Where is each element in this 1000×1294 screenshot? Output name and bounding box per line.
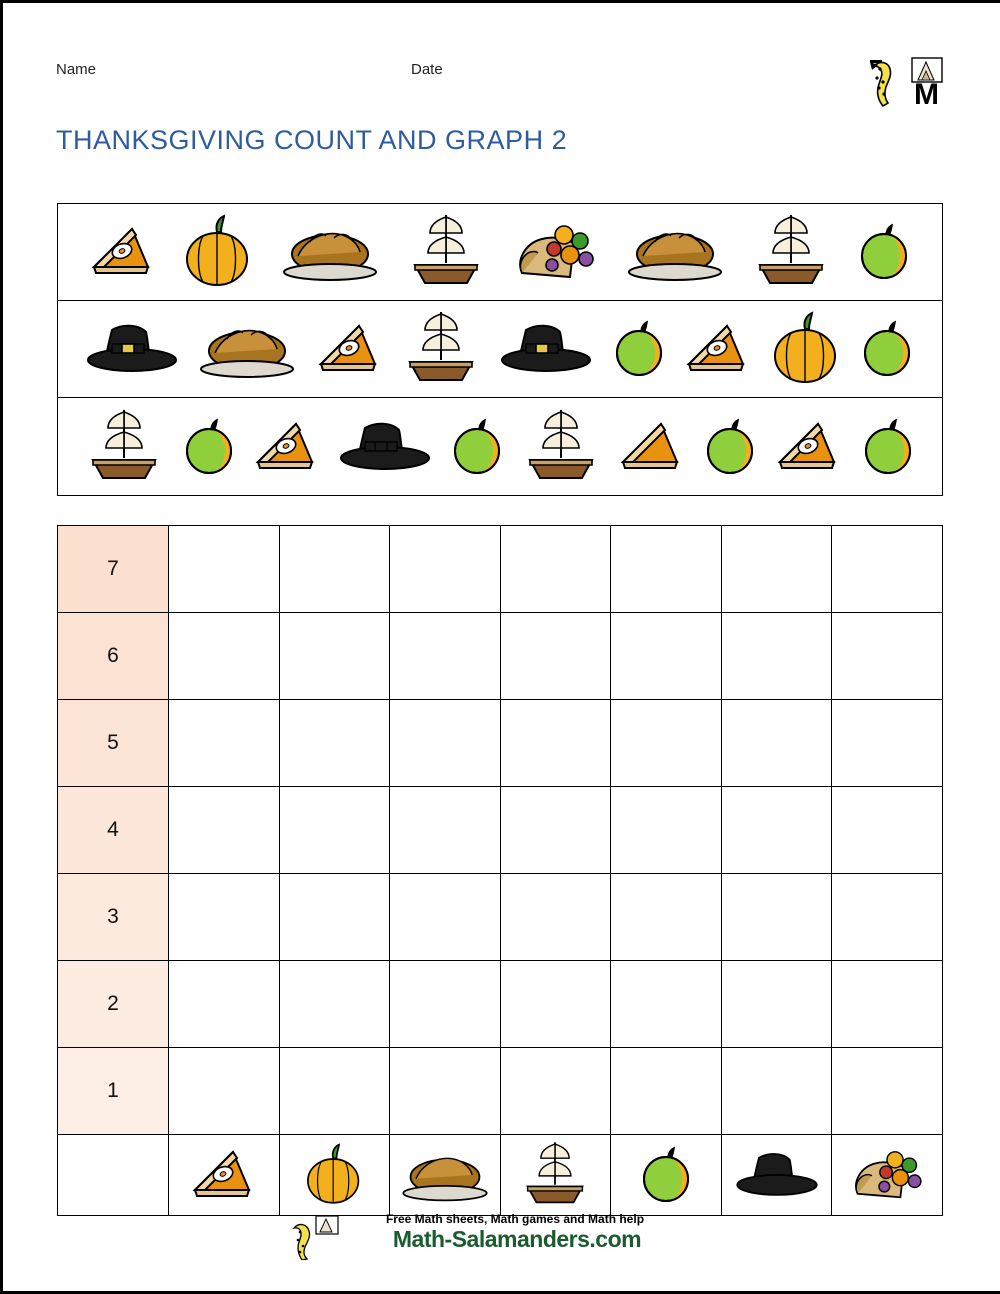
grid-cell[interactable] [832,1048,943,1135]
table-row [58,874,943,961]
pumpkin-icon [179,214,257,290]
grid-cell[interactable] [721,1048,832,1135]
apple-icon [446,417,508,477]
grid-cell[interactable] [390,526,501,613]
grid-cell[interactable] [500,787,611,874]
grid-cell[interactable] [169,874,280,961]
x-axis-cornucopia-icon [832,1135,943,1216]
worksheet-header [56,58,944,88]
x-axis-pumpkin-icon [279,1135,390,1216]
grid-cell[interactable] [500,1048,611,1135]
turkey-icon [621,220,729,284]
turkey-icon [193,317,301,381]
grid-cell[interactable] [611,874,722,961]
page-title: THANKSGIVING COUNT AND GRAPH 2 [56,125,568,155]
math-salamanders-footer-logo [290,1214,348,1260]
grid-cell[interactable] [721,526,832,613]
grid-cell[interactable] [500,613,611,700]
picture-row [58,204,942,301]
grid-cell[interactable] [832,874,943,961]
y-axis-label: 7 [58,526,169,613]
grid-cell[interactable] [611,787,722,874]
footer [0,1212,1000,1253]
page-border-left [0,0,3,1294]
hat-icon [335,416,435,478]
grid-cell[interactable] [169,787,280,874]
y-axis-label: 6 [58,613,169,700]
y-axis-label: 5 [58,700,169,787]
grid-cell[interactable] [279,1048,390,1135]
footer-wordmark: Math-Salamanders.com [392,1226,642,1252]
grid-cell[interactable] [390,787,501,874]
grid-cell[interactable] [279,613,390,700]
x-axis-pie-icon [169,1135,280,1216]
y-axis-label: 3 [58,874,169,961]
grid-cell[interactable] [390,874,501,961]
date-label: Date [411,61,443,78]
ship-icon [748,209,834,295]
grid-cell[interactable] [169,700,280,787]
turkey-icon [276,220,384,284]
count-and-graph-grid [57,525,943,1216]
grid-cell[interactable] [721,874,832,961]
x-axis-apple-icon [611,1135,722,1216]
y-axis-label: 1 [58,1048,169,1135]
pie-icon [772,416,846,478]
picture-row [58,301,942,398]
axis-corner-cell [58,1135,169,1216]
grid-cell[interactable] [279,961,390,1048]
grid-cell[interactable] [721,961,832,1048]
apple-icon [857,417,919,477]
grid-cell[interactable] [169,526,280,613]
table-row [58,526,943,613]
grid-cell[interactable] [721,700,832,787]
grid-cell[interactable] [169,613,280,700]
pie-icon [86,221,160,283]
pie-icon [615,416,689,478]
hat-icon [496,318,596,380]
pumpkin-icon [767,311,845,387]
grid-cell[interactable] [279,787,390,874]
grid-cell[interactable] [169,961,280,1048]
y-axis-label: 2 [58,961,169,1048]
ship-icon [81,404,167,490]
grid-cell[interactable] [500,874,611,961]
apple-icon [699,417,761,477]
grid-cell[interactable] [611,526,722,613]
grid-cell[interactable] [279,874,390,961]
grid-cell[interactable] [832,787,943,874]
grid-cell[interactable] [500,526,611,613]
grid-cell[interactable] [611,961,722,1048]
table-row [58,700,943,787]
grid-cell[interactable] [832,961,943,1048]
grid-cell[interactable] [390,1048,501,1135]
table-row [58,961,943,1048]
apple-icon [608,319,670,379]
x-axis-hat-icon [721,1135,832,1216]
pie-icon [681,318,755,380]
y-axis-label: 4 [58,787,169,874]
picture-row [58,398,942,495]
grid-cell[interactable] [721,787,832,874]
grid-cell[interactable] [500,700,611,787]
svg-text:M: M [914,78,939,111]
grid-cell[interactable] [721,613,832,700]
pie-icon [313,318,387,380]
table-row [58,613,943,700]
ship-icon [403,209,489,295]
grid-cell[interactable] [279,700,390,787]
apple-icon [856,319,918,379]
pie-icon [250,416,324,478]
picture-strip [57,203,943,496]
grid-cell[interactable] [611,613,722,700]
apple-icon [178,417,240,477]
apple-icon [853,222,915,282]
grid-cell[interactable] [390,613,501,700]
x-axis-turkey-icon [390,1135,501,1216]
x-axis-row [58,1135,943,1216]
name-label: Name [56,61,97,78]
grid-cell[interactable] [390,700,501,787]
footer-tagline: Free Math sheets, Math games and Math help [385,1212,645,1226]
ship-icon [398,306,484,392]
grid-cell[interactable] [500,961,611,1048]
grid-cell[interactable] [611,1048,722,1135]
page-border-top [0,0,1000,3]
grid-cell[interactable] [832,613,943,700]
x-axis-ship-icon [500,1135,611,1216]
table-row [58,787,943,874]
grid-cell[interactable] [832,526,943,613]
grid-cell[interactable] [611,700,722,787]
grid-cell[interactable] [169,1048,280,1135]
hat-icon [82,318,182,380]
grid-cell[interactable] [390,961,501,1048]
table-row [58,1048,943,1135]
cornucopia-icon [508,215,602,289]
ship-icon [518,404,604,490]
math-salamanders-logo [856,52,952,112]
grid-cell[interactable] [832,700,943,787]
grid-cell[interactable] [279,526,390,613]
